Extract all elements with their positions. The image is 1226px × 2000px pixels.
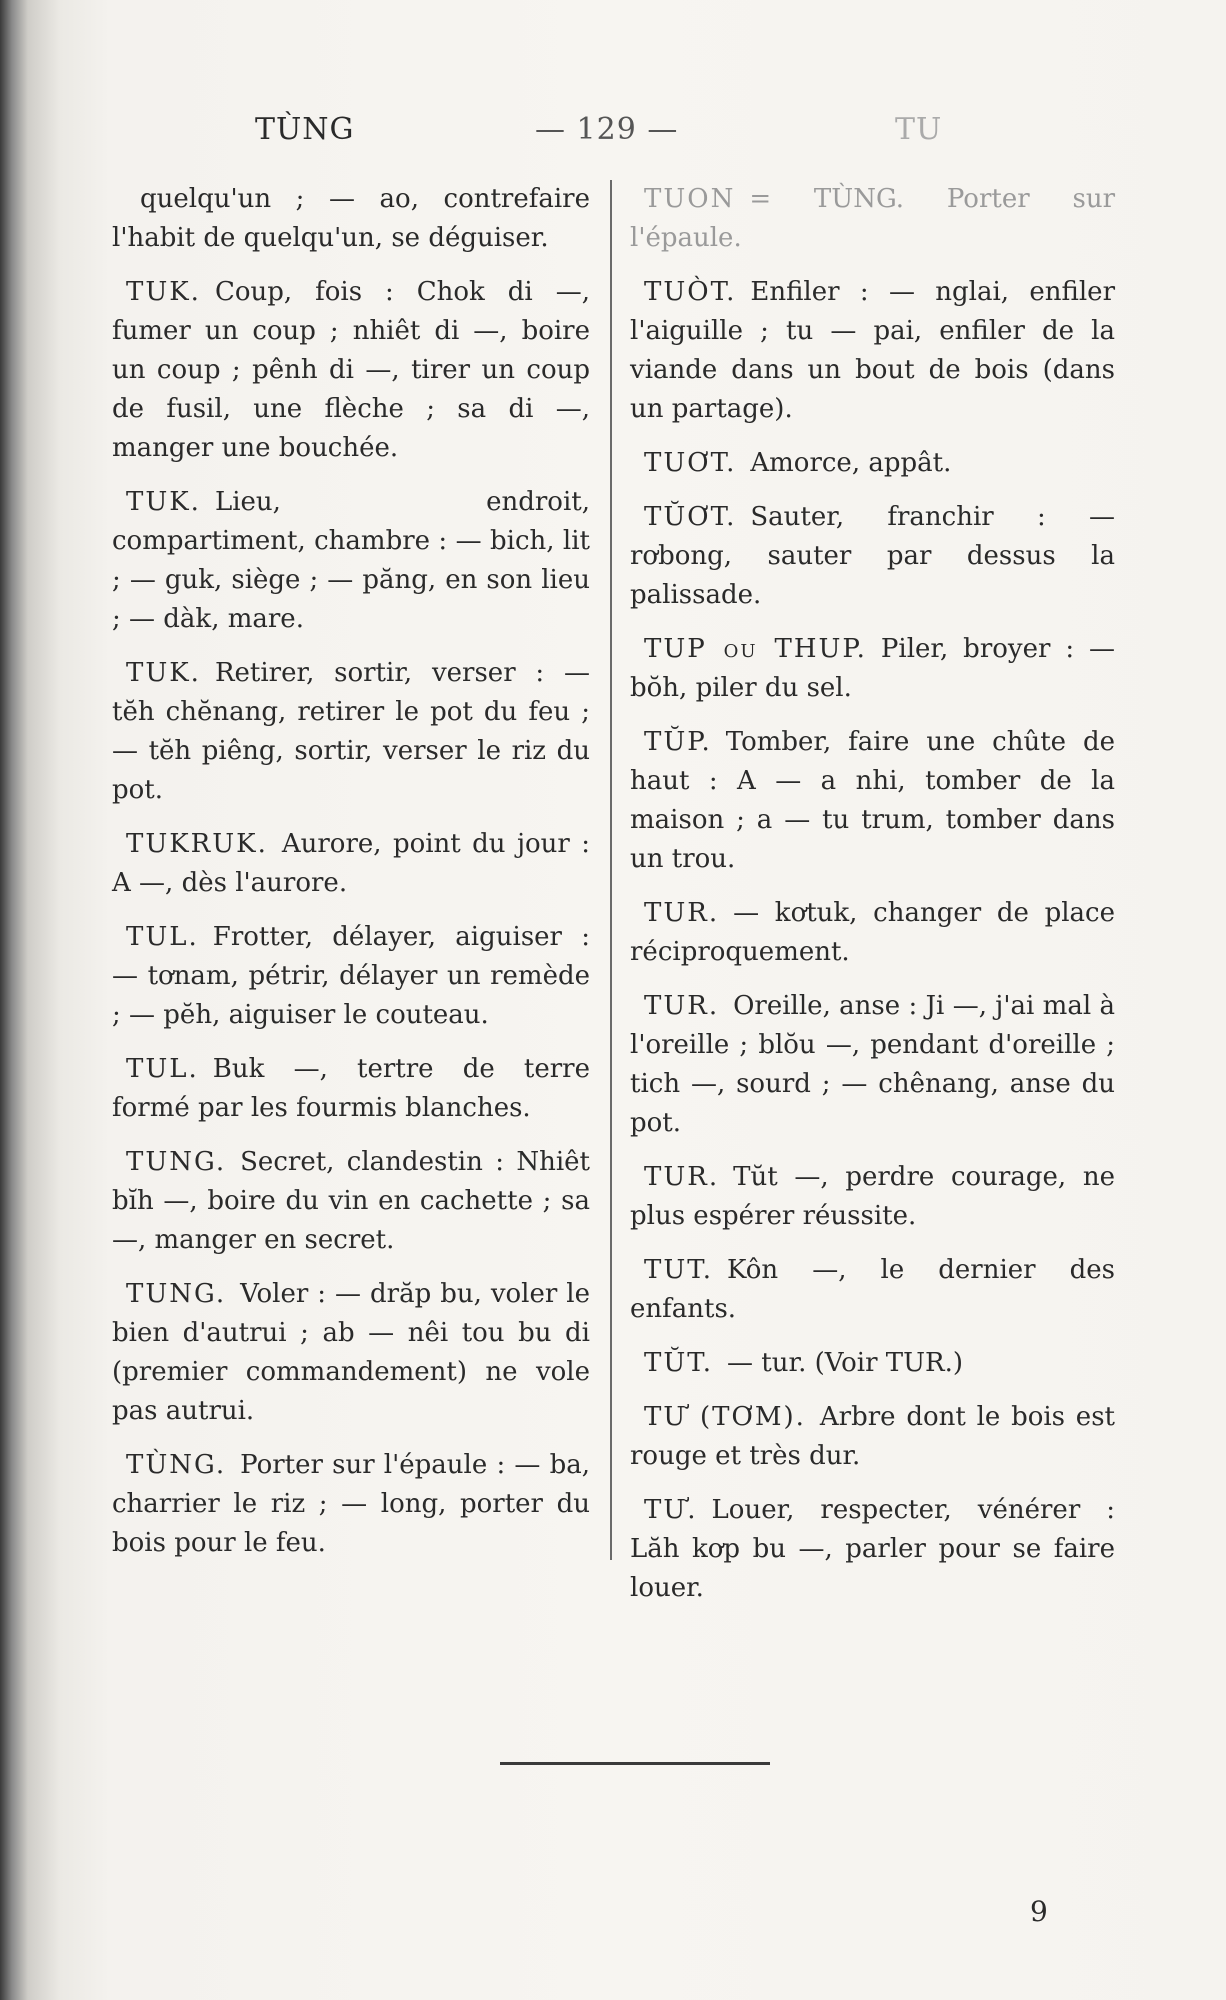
headword: TUNG. — [126, 1147, 227, 1177]
entry-text: quelqu'un ; — ao, contrefaire l'habit de quelqu'un, se déguiser. — [112, 184, 590, 253]
left-column — [112, 180, 590, 1578]
dictionary-entry — [112, 654, 590, 810]
headword: TUR. — [644, 898, 720, 928]
dictionary-entry — [112, 1050, 590, 1128]
entry-text: Aurore, point du jour : A —, dès l'aurore. — [112, 829, 590, 898]
dictionary-entry — [630, 498, 1115, 615]
dictionary-entry — [112, 1446, 590, 1563]
headword: TŬƠT. — [644, 502, 737, 532]
dictionary-entry — [630, 273, 1115, 429]
headword: TUK. — [126, 658, 201, 688]
entry-text: — kơtuk, changer de place réciproquement. — [630, 898, 1115, 967]
dictionary-entry — [630, 180, 1115, 258]
dictionary-entry — [112, 918, 590, 1035]
entry-text: = TÙNG. Porter sur l'épaule. — [630, 184, 1115, 253]
headword: TUƠT. — [644, 448, 737, 478]
dictionary-entry — [630, 723, 1115, 879]
dictionary-entry — [630, 1344, 1115, 1383]
footer-rule — [500, 1762, 770, 1765]
dictionary-entry — [630, 1398, 1115, 1476]
dictionary-entry — [630, 894, 1115, 972]
entry-text: Frotter, délayer, aiguiser : — tơnam, pétrir, délayer un remède ; — pĕh, aiguiser le couteau. — [112, 922, 590, 1030]
headword: TUKRUK. — [126, 829, 268, 859]
dictionary-entry — [112, 1275, 590, 1431]
dictionary-entry — [112, 825, 590, 903]
headword: TUP ou THUP. — [644, 634, 867, 664]
entry-text: Louer, respecter, vénérer : Lăh kơp bu —, parler pour se faire louer. — [630, 1495, 1115, 1603]
headword: TUL. — [126, 922, 199, 952]
dictionary-entry — [630, 1251, 1115, 1329]
right-column — [630, 180, 1115, 1623]
dictionary-entry — [630, 1158, 1115, 1236]
headword: TƯ. — [644, 1495, 698, 1525]
headword: TUK. — [126, 487, 201, 517]
headword: TUÒT. — [644, 277, 737, 307]
entry-text: Sauter, franchir : — rơbong, sauter par dessus la palissade. — [630, 502, 1115, 610]
dictionary-entry — [112, 483, 590, 639]
dictionary-entry — [112, 1143, 590, 1260]
headword: TUNG. — [126, 1279, 227, 1309]
dictionary-entry — [630, 444, 1115, 483]
entry-text: Coup, fois : Chok di —, fumer un coup ; nhiêt di —, boire un coup ; pênh di —, tirer un coup de fusil, une flèche ; sa di —, manger une bouchée. — [112, 277, 590, 463]
headword: TŬT. — [644, 1348, 714, 1378]
running-head-left: TÙNG — [255, 112, 355, 147]
entry-text: Lieu, endroit, compartiment, chambre : — bich, lit ; — guk, siège ; — păng, en son lieu ; — dàk, mare. — [112, 487, 590, 634]
headword: TUT. — [644, 1255, 714, 1285]
dictionary-entry — [112, 180, 590, 258]
headword: TŬP. — [644, 727, 712, 757]
entry-text: Enfiler : — nglai, enfiler l'aiguille ; tu — pai, enfiler de la viande dans un bout de bois (dans un partage). — [630, 277, 1115, 424]
entry-text: Tŭt —, perdre courage, ne plus espérer réussite. — [630, 1162, 1115, 1231]
headword: TUL. — [126, 1054, 199, 1084]
headword: TUR. — [644, 991, 720, 1021]
entry-text: — tur. (Voir TUR.) — [727, 1348, 964, 1378]
headword: TUON — [644, 184, 736, 214]
entry-text: Voler : — drăp bu, voler le bien d'autrui ; ab — nêi tou bu di (premier commandement) ne vole pas autrui. — [112, 1279, 590, 1426]
column-divider — [610, 180, 612, 1560]
entry-text: Oreille, anse : Ji —, j'ai mal à l'oreille ; blŏu —, pendant d'oreille ; tich —, sourd ; — chênang, anse du pot. — [630, 991, 1115, 1138]
entry-text: Buk —, tertre de terre formé par les fourmis blanches. — [112, 1054, 590, 1123]
entry-text: Kôn —, le dernier des enfants. — [630, 1255, 1115, 1324]
dictionary-entry — [630, 1491, 1115, 1608]
entry-text: Amorce, appât. — [750, 448, 952, 478]
entry-text: Secret, clandestin : Nhiêt bĭh —, boire du vin en cachette ; sa —, manger en secret. — [112, 1147, 590, 1255]
headword: TƯ (TƠM). — [644, 1402, 806, 1432]
entry-text: Retirer, sortir, verser : — tĕh chĕnang, retirer le pot du feu ; — tĕh piêng, sortir, verser le riz du pot. — [112, 658, 590, 805]
dictionary-entry — [630, 987, 1115, 1143]
dictionary-entry — [630, 630, 1115, 708]
headword: TÙNG. — [126, 1450, 227, 1480]
headword: TUK. — [126, 277, 201, 307]
dictionary-entry — [112, 273, 590, 468]
headword: TUR. — [644, 1162, 720, 1192]
entry-text: Piler, broyer : — bŏh, piler du sel. — [630, 634, 1115, 703]
running-head-right: TU — [895, 112, 943, 147]
page-number: 9 — [1030, 1895, 1048, 1928]
entry-text: Porter sur l'épaule : — ba, charrier le riz ; — long, porter du bois pour le feu. — [112, 1450, 590, 1558]
entry-text: Arbre dont le bois est rouge et très dur. — [630, 1402, 1115, 1471]
page-folio: — 129 — — [535, 112, 679, 147]
entry-text: Tomber, faire une chûte de haut : A — a nhi, tomber de la maison ; a — tu trum, tomber dans un trou. — [630, 727, 1115, 874]
